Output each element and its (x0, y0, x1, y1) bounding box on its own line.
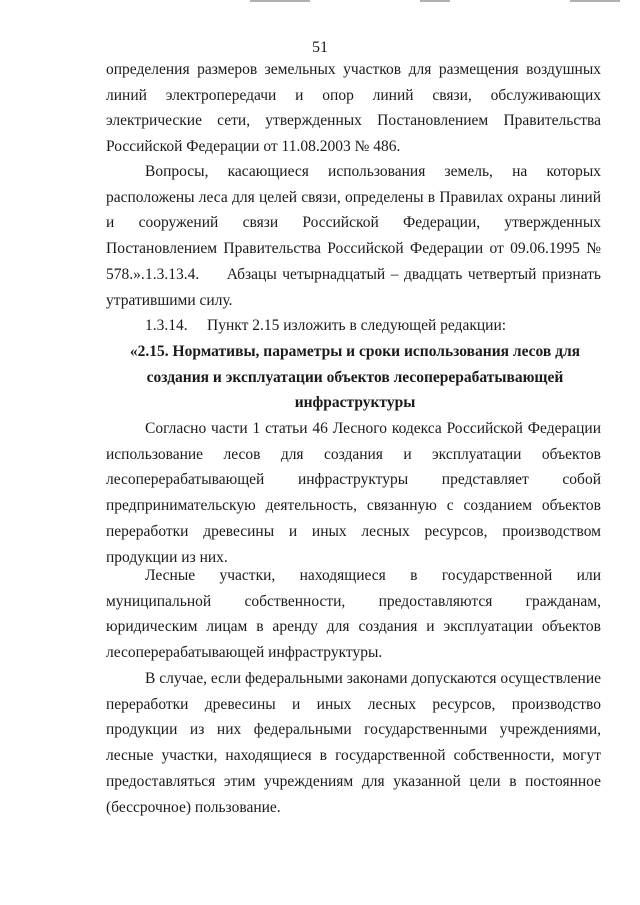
top-edge-mark (250, 0, 310, 2)
paragraph: Лесные участки, находящиеся в государственной или муниципальной собственности, предоставляются гражданам, юридическим лицам в аренду для создания и эксплуатации объектов лесоперерабатывающей инфраструктуры. (106, 567, 601, 662)
top-edge-mark (570, 0, 620, 2)
paragraph-land-lease (106, 563, 601, 666)
paragraph: В случае, если федеральными законами допускаются осуществление переработки древесины и иных лесных ресурсов, производство продукции из них федеральными государственными учреждениями, лесные участки, находящиеся в государственной собственности, могут предоставляться этим учреждениям для указанной цели в постоянное (бессрочное) пользование. (106, 670, 601, 816)
paragraph: 1.3.13.4. Абзацы четырнадцатый – двадцать четвертый признать утратившими силу. (106, 266, 605, 309)
paragraph-article-46 (106, 416, 601, 570)
paragraph-federal-institutions (106, 666, 601, 820)
paragraph: Вопросы, касающиеся использования земель, на которых расположены леса для целей связи, определены в Правилах охраны линий и сооружений связи Российской Федерации, утвержденных Постановлением Правительства Российской Федерации от 09.06.1995 № 578.». (106, 163, 601, 283)
paragraph-continuation (106, 57, 601, 160)
paragraph-item-1-3-13-4 (106, 262, 605, 313)
top-edge-mark (420, 0, 450, 2)
paragraph-item-1-3-14 (106, 313, 601, 339)
section-heading: «2.15. Нормативы, параметры и сроки использования лесов для создания и эксплуатации объектов лесоперерабатывающей инфраструктуры (129, 343, 581, 412)
page-number: 51 (312, 39, 328, 56)
paragraph: 1.3.14. Пункт 2.15 изложить в следующей редакции: (145, 317, 507, 334)
paragraph: Согласно части 1 статьи 46 Лесного кодекса Российской Федерации использование лесов для создания и эксплуатации объектов лесоперерабатывающей инфраструктуры представляет собой предпринимательскую деятельность, связанную с созданием объектов переработки древесины и иных лесных ресурсов, производством продукции из них. (106, 420, 601, 566)
section-heading-block (120, 339, 590, 416)
paragraph: определения размеров земельных участков для размещения воздушных линий электропередачи и опор линий связи, обслуживающих электрические сети, утвержденных Постановлением Правительства Российской Федерации от 11.08.2003 № 486. (106, 61, 601, 156)
